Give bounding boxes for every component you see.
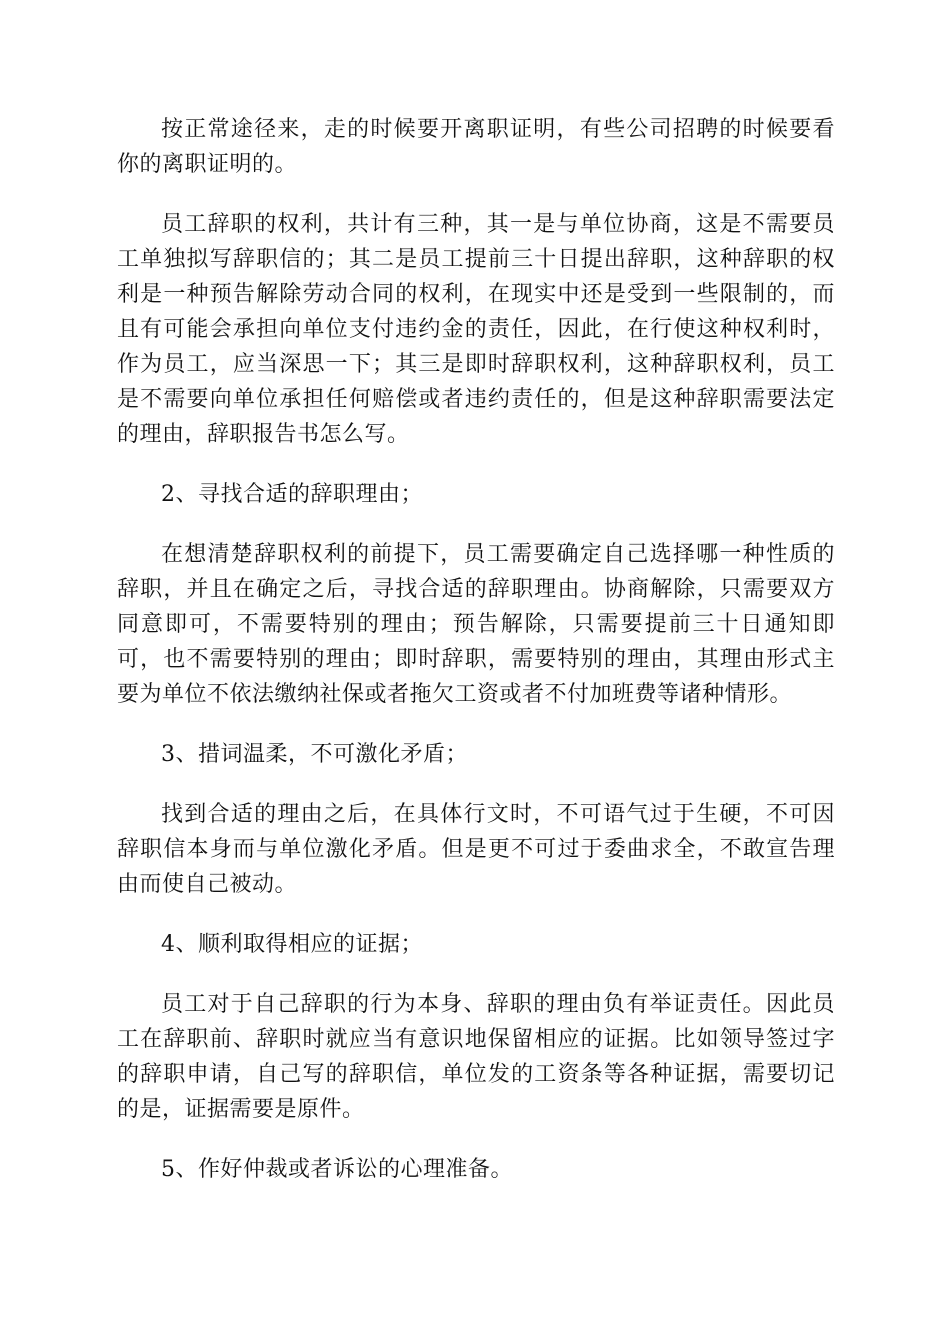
paragraph-gentle-wording: 找到合适的理由之后，在具体行文时，不可语气过于生硬，不可因辞职信本身而与单位激化矛盾。但是更不可过于委曲求全，不敢宣告理由而使自己被动。 bbox=[117, 802, 835, 897]
paragraph-evidence: 员工对于自己辞职的行为本身、辞职的理由负有举证责任。因此员工在辞职前、辞职时就应当有意识地保留相应的证据。比如领导签过字的辞职申请，自己写的辞职信，单位发的工资条等各种证据，需要切记的是，证据需要是原件。 bbox=[117, 992, 835, 1122]
section-heading-2: 2、寻找合适的辞职理由； bbox=[161, 482, 423, 507]
section-heading-4: 4、顺利取得相应的证据； bbox=[161, 932, 423, 957]
paragraph-resignation-rights: 员工辞职的权利，共计有三种，其一是与单位协商，这是不需要员工单独拟写辞职信的；其二是员工提前三十日提出辞职，这种辞职的权利是一种预告解除劳动合同的权利，在现实中还是受到一些限制的，而且有可能会承担向单位支付违约金的责任，因此，在行使这种权利时，作为员工，应当深思一下；其三是即时辞职权利，这种辞职权利，员工是不需要向单位承担任何赔偿或者违约责任的，但是这种辞职需要法定的理由，辞职报告书怎么写。 bbox=[117, 212, 835, 447]
section-heading-5: 5、作好仲裁或者诉讼的心理准备。 bbox=[161, 1157, 513, 1182]
section-heading-3: 3、措词温柔，不可激化矛盾； bbox=[161, 742, 468, 767]
paragraph-leaving-certificate: 按正常途径来，走的时候要开离职证明，有些公司招聘的时候要看你的离职证明的。 bbox=[117, 117, 835, 177]
document-body bbox=[117, 112, 835, 1212]
paragraph-find-reason: 在想清楚辞职权利的前提下，员工需要确定自己选择哪一种性质的辞职，并且在确定之后，寻找合适的辞职理由。协商解除，只需要双方同意即可，不需要特别的理由；预告解除，只需要提前三十日通知即可，也不需要特别的理由；即时辞职，需要特别的理由，其理由形式主要为单位不依法缴纳社保或者拖欠工资或者不付加班费等诸种情形。 bbox=[117, 542, 835, 707]
